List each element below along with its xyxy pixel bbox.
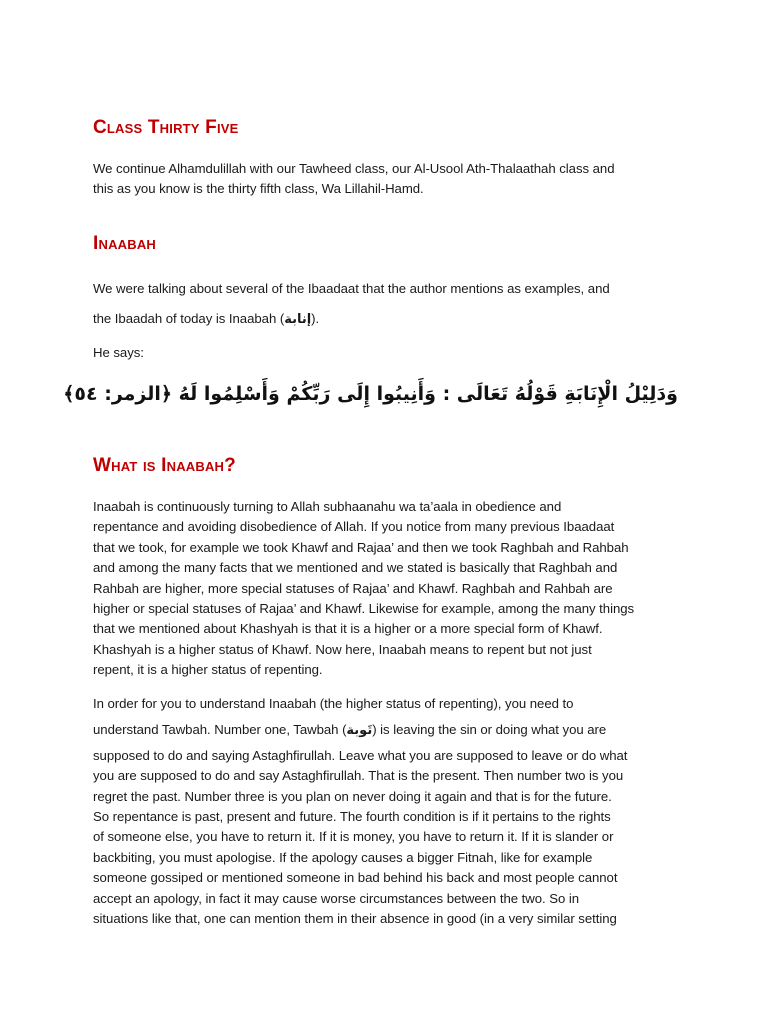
definition-line: Inaabah is continuously turning to Allah subhaanahu wa ta’aala in obedience and [93,499,562,514]
tawbah-line: regret the past. Number three is you plan on never doing it again and that is for the future. [93,788,612,804]
definition-line: that we took, for example we took Khawf and Rajaa’ and then we took Raghbah and Rahbah [93,539,629,555]
he-says-text: He says: [93,345,144,360]
definition-line: repentance and avoiding disobedience of Allah. If you notice from many previous Ibaadaat [93,519,615,535]
inaabah-line-text: ). [311,311,320,326]
arabic-tawbah-term: تَوبة [346,723,373,739]
tawbah-line: supposed to do and saying Astaghfirullah. Leave what you are supposed to leave or do what [93,747,628,763]
definition-line: Rahbah are higher, more special statuses of Rajaa’ and Khawf. Raghbah and Rahbah are [93,580,613,596]
tawbah-line-text: ) is leaving the sin or doing what you are [372,722,607,738]
tawbah-line-text: understand Tawbah. Number one, Tawbah ( [93,722,347,738]
definition-paragraph [93,497,678,681]
tawbah-line: someone gossiped or mentioned someone in bad behind his back and most people cannot [93,870,618,886]
tawbah-line: So repentance is past, present and future. The fourth condition is if it pertains to the rights [93,809,611,825]
arabic-quran-quote: وَدَلِيْلُ الْإِنَابَةِ قَوْلُهُ تَعَالَى : وَأَنِيبُوا إِلَى رَبِّكُمْ وَأَسْلِمُوا لَهُ ﴿الزمر: ٥٤﴾ [63,383,678,405]
intro-line: this as you know is the thirty fifth class, Wa Lillahil-Hamd. [93,181,424,197]
tawbah-line: of someone else, you have to return it. If it is money, you have to return it. If it is slander or [93,829,614,845]
definition-line: repent, it is a higher status of repenting. [93,662,323,678]
definition-line: higher or special statuses of Rajaa’ and Khawf. Likewise for example, among the many things [93,601,635,617]
definition-line: Khashyah is a higher status of Khawf. Now here, Inaabah means to repent but not just [93,641,592,657]
arabic-inaabah-term: إنابة [284,312,312,327]
inaabah-line: We were talking about several of the Ibaadaat that the author mentions as examples, and [93,281,610,296]
inaabah-heading: Inaabah [93,233,157,254]
class-title-heading: Class Thirty Five [93,117,239,138]
tawbah-paragraph [93,694,678,929]
definition-line: and among the many facts that we mentioned and we stated is basically that Raghbah and [93,560,618,576]
tawbah-line: backbiting, you must apologise. If the apology causes a bigger Fitnah, like for example [93,849,593,865]
what-is-inaabah-heading: What is Inaabah? [93,455,236,476]
inaabah-line [93,304,678,335]
tawbah-line: you are supposed to do and say Astaghfirullah. That is the present. Then number two is you [93,768,624,784]
tawbah-line: accept an apology, in fact it may cause worse circumstances between the two. So in [93,890,580,906]
inaabah-paragraph [93,274,678,335]
inaabah-line-text: the Ibaadah of today is Inaabah ( [93,311,285,326]
tawbah-line [93,720,678,741]
definition-line: that we mentioned about Khashyah is that it is a higher or a more special form of Khawf. [93,621,603,637]
tawbah-line: In order for you to understand Inaabah (the higher status of repenting), you need to [93,696,574,711]
intro-paragraph [93,159,678,200]
tawbah-line: situations like that, one can mention them in their absence in good (in a very similar setting [93,911,617,927]
intro-line: We continue Alhamdulillah with our Tawheed class, our Al-Usool Ath-Thalaathah class and [93,161,615,176]
